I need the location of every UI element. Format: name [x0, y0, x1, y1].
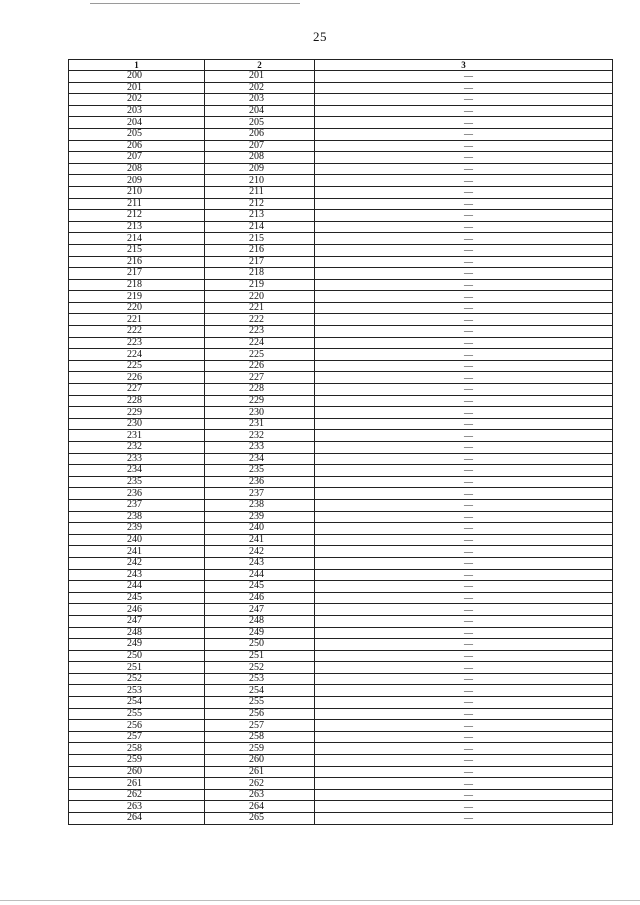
table-cell-col1: 230 — [69, 418, 205, 430]
table-row — [69, 662, 613, 674]
table-cell-col2: 256 — [205, 708, 315, 720]
table-cell-col2: 217 — [205, 256, 315, 268]
table-row — [69, 442, 613, 454]
table-cell-col2: 204 — [205, 105, 315, 117]
table-row — [69, 140, 613, 152]
table-cell-col1: 232 — [69, 442, 205, 454]
table-row — [69, 349, 613, 361]
table-cell-col3: — — [315, 395, 613, 407]
table-cell-col3: — — [315, 569, 613, 581]
table-row — [69, 210, 613, 222]
table-cell-col2: 265 — [205, 813, 315, 825]
table-row — [69, 523, 613, 535]
table-cell-col2: 211 — [205, 186, 315, 198]
table-cell-col1: 221 — [69, 314, 205, 326]
table-cell-col2: 214 — [205, 221, 315, 233]
table-cell-col2: 220 — [205, 291, 315, 303]
table-cell-col1: 236 — [69, 488, 205, 500]
column-header-1: 1 — [69, 60, 205, 71]
table-cell-col3: — — [315, 326, 613, 338]
table-row — [69, 673, 613, 685]
table-cell-col3: — — [315, 349, 613, 361]
table-cell-col2: 259 — [205, 743, 315, 755]
table-cell-col3: — — [315, 720, 613, 732]
table-row — [69, 418, 613, 430]
table-cell-col3: — — [315, 673, 613, 685]
table-cell-col3: — — [315, 302, 613, 314]
table-row — [69, 94, 613, 106]
table-cell-col2: 238 — [205, 499, 315, 511]
table-cell-col1: 208 — [69, 163, 205, 175]
table-row — [69, 244, 613, 256]
table-cell-col1: 258 — [69, 743, 205, 755]
table-cell-col3: — — [315, 592, 613, 604]
table-cell-col2: 253 — [205, 673, 315, 685]
table-cell-col3: — — [315, 697, 613, 709]
table-cell-col3: — — [315, 789, 613, 801]
table-row — [69, 198, 613, 210]
table-cell-col2: 206 — [205, 128, 315, 140]
table-row — [69, 71, 613, 83]
table-cell-col2: 244 — [205, 569, 315, 581]
table-cell-col2: 261 — [205, 766, 315, 778]
table-row — [69, 766, 613, 778]
table-row — [69, 105, 613, 117]
table-cell-col3: — — [315, 244, 613, 256]
table-cell-col2: 264 — [205, 801, 315, 813]
table-row — [69, 697, 613, 709]
data-table — [68, 59, 613, 825]
table-cell-col2: 207 — [205, 140, 315, 152]
table-cell-col2: 260 — [205, 755, 315, 767]
table-cell-col2: 248 — [205, 615, 315, 627]
table-cell-col1: 261 — [69, 778, 205, 790]
table-cell-col1: 259 — [69, 755, 205, 767]
table-cell-col1: 257 — [69, 731, 205, 743]
table-cell-col3: — — [315, 140, 613, 152]
table-row — [69, 789, 613, 801]
table-row — [69, 314, 613, 326]
table-cell-col1: 209 — [69, 175, 205, 187]
table-cell-col2: 255 — [205, 697, 315, 709]
table-cell-col1: 217 — [69, 268, 205, 280]
table-row — [69, 685, 613, 697]
table-cell-col1: 253 — [69, 685, 205, 697]
table-cell-col2: 263 — [205, 789, 315, 801]
table-cell-col3: — — [315, 546, 613, 558]
table-cell-col3: — — [315, 685, 613, 697]
table-cell-col3: — — [315, 442, 613, 454]
table-cell-col3: — — [315, 488, 613, 500]
table-row — [69, 813, 613, 825]
table-cell-col2: 205 — [205, 117, 315, 129]
table-cell-col2: 258 — [205, 731, 315, 743]
table-cell-col2: 232 — [205, 430, 315, 442]
table-cell-col2: 225 — [205, 349, 315, 361]
table-cell-col2: 229 — [205, 395, 315, 407]
table-row — [69, 256, 613, 268]
table-cell-col1: 211 — [69, 198, 205, 210]
table-cell-col1: 205 — [69, 128, 205, 140]
table-cell-col3: — — [315, 418, 613, 430]
table-cell-col3: — — [315, 430, 613, 442]
table-row — [69, 488, 613, 500]
table-row — [69, 395, 613, 407]
table-cell-col3: — — [315, 731, 613, 743]
table-cell-col1: 224 — [69, 349, 205, 361]
table-cell-col1: 231 — [69, 430, 205, 442]
table-row — [69, 384, 613, 396]
table-cell-col3: — — [315, 557, 613, 569]
table-row — [69, 152, 613, 164]
table-cell-col1: 210 — [69, 186, 205, 198]
table-cell-col1: 254 — [69, 697, 205, 709]
table-cell-col1: 248 — [69, 627, 205, 639]
table-row — [69, 163, 613, 175]
table-cell-col1: 234 — [69, 465, 205, 477]
table-cell-col3: — — [315, 801, 613, 813]
table-row — [69, 778, 613, 790]
table-cell-col2: 250 — [205, 639, 315, 651]
table-cell-col3: — — [315, 372, 613, 384]
table-cell-col2: 224 — [205, 337, 315, 349]
table-row — [69, 581, 613, 593]
table-cell-col2: 227 — [205, 372, 315, 384]
column-header-3: 3 — [315, 60, 613, 71]
table-row — [69, 511, 613, 523]
table-cell-col1: 226 — [69, 372, 205, 384]
table-cell-col3: — — [315, 755, 613, 767]
table-cell-col1: 222 — [69, 326, 205, 338]
table-row — [69, 465, 613, 477]
table-cell-col2: 210 — [205, 175, 315, 187]
table-row — [69, 592, 613, 604]
table-cell-col1: 238 — [69, 511, 205, 523]
table-cell-col2: 247 — [205, 604, 315, 616]
table-row — [69, 128, 613, 140]
table-cell-col1: 244 — [69, 581, 205, 593]
table-cell-col2: 223 — [205, 326, 315, 338]
table-cell-col3: — — [315, 82, 613, 94]
table-cell-col1: 207 — [69, 152, 205, 164]
table-row — [69, 372, 613, 384]
table-row — [69, 720, 613, 732]
table-row — [69, 175, 613, 187]
table-cell-col2: 202 — [205, 82, 315, 94]
table-cell-col3: — — [315, 476, 613, 488]
table-cell-col3: — — [315, 627, 613, 639]
table-row — [69, 708, 613, 720]
table-cell-col1: 251 — [69, 662, 205, 674]
table-cell-col1: 225 — [69, 360, 205, 372]
table-cell-col3: — — [315, 453, 613, 465]
table-cell-col2: 201 — [205, 71, 315, 83]
table-cell-col2: 203 — [205, 94, 315, 106]
table-row — [69, 476, 613, 488]
table-cell-col2: 246 — [205, 592, 315, 604]
table-cell-col2: 236 — [205, 476, 315, 488]
table-cell-col1: 262 — [69, 789, 205, 801]
table-cell-col3: — — [315, 511, 613, 523]
table-cell-col2: 213 — [205, 210, 315, 222]
table-row — [69, 279, 613, 291]
table-cell-col3: — — [315, 743, 613, 755]
table-cell-col3: — — [315, 291, 613, 303]
table-cell-col1: 260 — [69, 766, 205, 778]
table-cell-col3: — — [315, 256, 613, 268]
table-cell-col2: 208 — [205, 152, 315, 164]
table-cell-col2: 235 — [205, 465, 315, 477]
table-cell-col2: 254 — [205, 685, 315, 697]
table-cell-col3: — — [315, 499, 613, 511]
table-cell-col1: 214 — [69, 233, 205, 245]
table-cell-col1: 218 — [69, 279, 205, 291]
table-cell-col1: 245 — [69, 592, 205, 604]
table-cell-col2: 230 — [205, 407, 315, 419]
table-row — [69, 604, 613, 616]
table-cell-col1: 202 — [69, 94, 205, 106]
table-cell-col3: — — [315, 650, 613, 662]
table-cell-col3: — — [315, 407, 613, 419]
table-cell-col3: — — [315, 581, 613, 593]
table-cell-col1: 219 — [69, 291, 205, 303]
table-cell-col3: — — [315, 523, 613, 535]
table-row — [69, 743, 613, 755]
table-row — [69, 534, 613, 546]
table-row — [69, 615, 613, 627]
table-cell-col3: — — [315, 128, 613, 140]
page-number: 25 — [313, 29, 327, 44]
table-cell-col1: 240 — [69, 534, 205, 546]
table-row — [69, 407, 613, 419]
table-cell-col3: — — [315, 210, 613, 222]
table-cell-col3: — — [315, 639, 613, 651]
table-row — [69, 291, 613, 303]
table-row — [69, 453, 613, 465]
table-cell-col3: — — [315, 314, 613, 326]
table-row — [69, 650, 613, 662]
table-cell-col1: 203 — [69, 105, 205, 117]
table-cell-col1: 233 — [69, 453, 205, 465]
table-row — [69, 221, 613, 233]
table-cell-col3: — — [315, 233, 613, 245]
table-cell-col3: — — [315, 662, 613, 674]
table-cell-col3: — — [315, 778, 613, 790]
table-cell-col2: 234 — [205, 453, 315, 465]
table-cell-col2: 215 — [205, 233, 315, 245]
table-cell-col1: 252 — [69, 673, 205, 685]
table-cell-col2: 212 — [205, 198, 315, 210]
table-row — [69, 639, 613, 651]
table-cell-col3: — — [315, 198, 613, 210]
table-cell-col2: 241 — [205, 534, 315, 546]
table-row — [69, 233, 613, 245]
table-cell-col1: 241 — [69, 546, 205, 558]
table-row — [69, 337, 613, 349]
table-row — [69, 569, 613, 581]
table-cell-col1: 250 — [69, 650, 205, 662]
table-cell-col1: 235 — [69, 476, 205, 488]
table-row — [69, 627, 613, 639]
table-cell-col2: 221 — [205, 302, 315, 314]
table-cell-col2: 222 — [205, 314, 315, 326]
table-cell-col1: 213 — [69, 221, 205, 233]
data-table-container — [68, 59, 612, 825]
table-body — [69, 71, 613, 825]
table-cell-col1: 246 — [69, 604, 205, 616]
table-cell-col3: — — [315, 221, 613, 233]
table-row — [69, 557, 613, 569]
table-cell-col2: 239 — [205, 511, 315, 523]
table-row — [69, 755, 613, 767]
table-cell-col1: 216 — [69, 256, 205, 268]
table-cell-col2: 228 — [205, 384, 315, 396]
table-cell-col3: — — [315, 186, 613, 198]
table-cell-col2: 216 — [205, 244, 315, 256]
table-cell-col3: — — [315, 708, 613, 720]
table-row — [69, 499, 613, 511]
table-cell-col1: 220 — [69, 302, 205, 314]
table-cell-col1: 256 — [69, 720, 205, 732]
table-cell-col3: — — [315, 94, 613, 106]
table-cell-col1: 263 — [69, 801, 205, 813]
table-cell-col3: — — [315, 534, 613, 546]
table-cell-col2: 233 — [205, 442, 315, 454]
table-cell-col1: 243 — [69, 569, 205, 581]
table-header-row — [69, 60, 613, 71]
table-row — [69, 186, 613, 198]
table-cell-col1: 229 — [69, 407, 205, 419]
column-header-2: 2 — [205, 60, 315, 71]
table-cell-col2: 231 — [205, 418, 315, 430]
table-cell-col1: 228 — [69, 395, 205, 407]
table-cell-col2: 219 — [205, 279, 315, 291]
table-cell-col2: 218 — [205, 268, 315, 280]
table-cell-col2: 209 — [205, 163, 315, 175]
table-cell-col3: — — [315, 175, 613, 187]
table-cell-col1: 255 — [69, 708, 205, 720]
table-cell-col3: — — [315, 279, 613, 291]
table-row — [69, 546, 613, 558]
table-cell-col2: 237 — [205, 488, 315, 500]
table-cell-col2: 249 — [205, 627, 315, 639]
table-cell-col3: — — [315, 152, 613, 164]
table-cell-col3: — — [315, 766, 613, 778]
table-cell-col3: — — [315, 163, 613, 175]
table-cell-col1: 264 — [69, 813, 205, 825]
table-cell-col3: — — [315, 604, 613, 616]
table-cell-col1: 223 — [69, 337, 205, 349]
table-cell-col2: 240 — [205, 523, 315, 535]
table-cell-col1: 242 — [69, 557, 205, 569]
table-row — [69, 360, 613, 372]
table-cell-col3: — — [315, 337, 613, 349]
table-cell-col1: 237 — [69, 499, 205, 511]
table-cell-col1: 247 — [69, 615, 205, 627]
table-row — [69, 430, 613, 442]
table-row — [69, 731, 613, 743]
table-cell-col3: — — [315, 615, 613, 627]
table-cell-col1: 249 — [69, 639, 205, 651]
table-cell-col1: 206 — [69, 140, 205, 152]
table-row — [69, 326, 613, 338]
scan-artifact-bottom — [0, 900, 640, 901]
table-cell-col1: 204 — [69, 117, 205, 129]
table-cell-col1: 201 — [69, 82, 205, 94]
table-cell-col3: — — [315, 813, 613, 825]
table-cell-col1: 239 — [69, 523, 205, 535]
table-cell-col3: — — [315, 71, 613, 83]
table-cell-col3: — — [315, 465, 613, 477]
table-cell-col2: 257 — [205, 720, 315, 732]
table-cell-col3: — — [315, 384, 613, 396]
table-row — [69, 117, 613, 129]
table-cell-col3: — — [315, 105, 613, 117]
table-cell-col3: — — [315, 117, 613, 129]
table-cell-col1: 200 — [69, 71, 205, 83]
table-cell-col2: 251 — [205, 650, 315, 662]
table-row — [69, 801, 613, 813]
table-cell-col2: 243 — [205, 557, 315, 569]
scan-artifact-top — [90, 3, 300, 4]
table-cell-col1: 215 — [69, 244, 205, 256]
table-cell-col1: 212 — [69, 210, 205, 222]
table-row — [69, 302, 613, 314]
table-cell-col2: 242 — [205, 546, 315, 558]
table-row — [69, 82, 613, 94]
table-cell-col2: 226 — [205, 360, 315, 372]
table-cell-col3: — — [315, 360, 613, 372]
table-row — [69, 268, 613, 280]
table-cell-col2: 252 — [205, 662, 315, 674]
table-cell-col3: — — [315, 268, 613, 280]
table-cell-col1: 227 — [69, 384, 205, 396]
table-cell-col2: 262 — [205, 778, 315, 790]
table-cell-col2: 245 — [205, 581, 315, 593]
